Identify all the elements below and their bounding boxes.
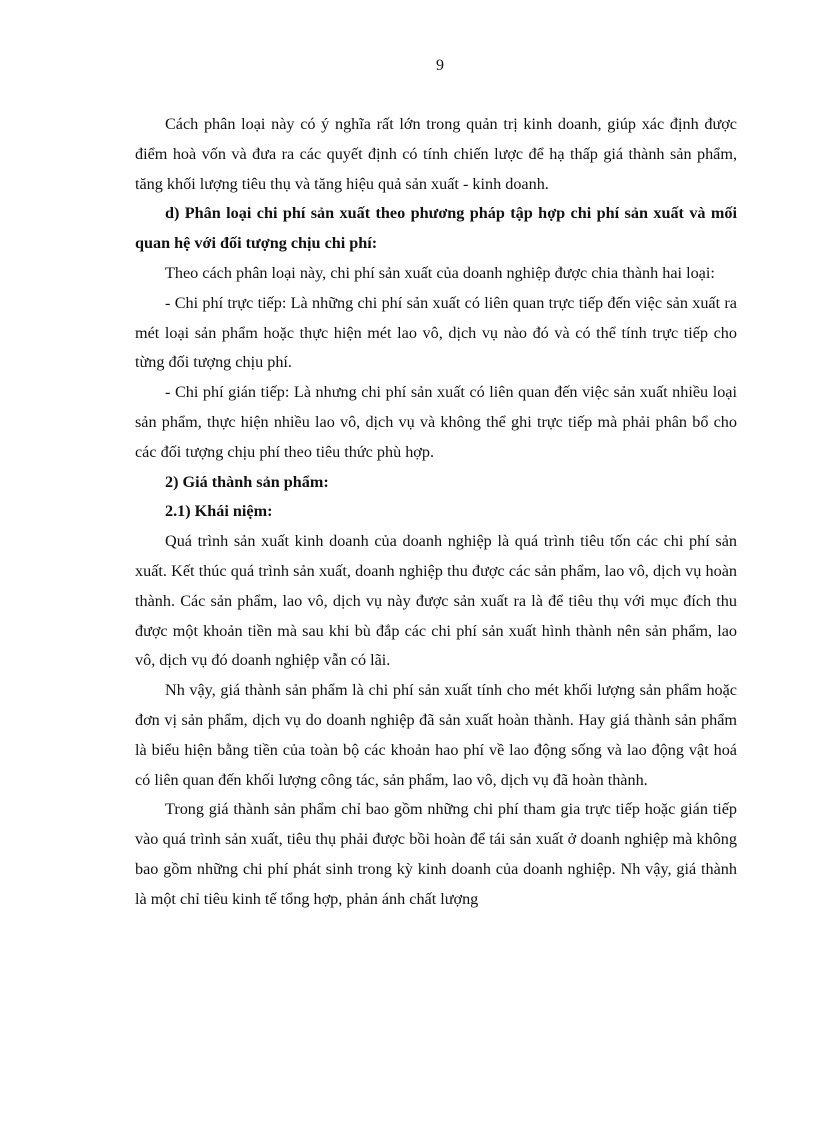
paragraph-breakeven: Cách phân loại này có ý nghĩa rất lớn trong quản trị kinh doanh, giúp xác định được điểm hoà vốn và đưa ra các quyết định có tính chiến lược để hạ thấp giá thành sản phẩm, tăng khối lượng tiêu thụ và tăng hiệu quả sản xuất - kinh doanh.	[135, 115, 737, 193]
page-number: 9	[436, 57, 444, 74]
paragraph-two-types: Theo cách phân loại này, chi phí sản xuất của doanh nghiệp được chia thành hai loại:	[165, 263, 715, 282]
heading-classification-d: d) Phân loại chi phí sản xuất theo phương pháp tập hợp chi phí sản xuất và mối quan hệ với đối tượng chịu chi phí:	[135, 204, 737, 253]
paragraph-indirect-cost: - Chi phí gián tiếp: Là nhưng chi phí sản xuất có liên quan đến việc sản xuất nhiều loại sản phẩm, thực hiện nhiều lao vô, dịch vụ và không thể ghi trực tiếp mà phải phân bổ cho các đối tượng chịu phí theo tiêu thức phù hợp.	[135, 383, 737, 461]
paragraph-cost-definition: Nh vậy, giá thành sản phẩm là chi phí sản xuất tính cho mét khối lượng sản phẩm hoặc đơn vị sản phẩm, dịch vụ do doanh nghiệp đã sản xuất hoàn thành. Hay giá thành sản phẩm là biểu hiện bằng tiền của toàn bộ các khoản hao phí về lao động sống và lao động vật hoá có liên quan đến khối lượng công tác, sản phẩm, lao vô, dịch vụ đã hoàn thành.	[135, 681, 737, 789]
page-body	[135, 110, 737, 915]
paragraph-production-process: Quá trình sản xuất kinh doanh của doanh nghiệp là quá trình tiêu tốn các chi phí sản xuất. Kết thúc quá trình sản xuất, doanh nghiệp thu được các sản phẩm, lao vô, dịch vụ hoàn thành. Các sản phẩm, lao vô, dịch vụ này được sản xuất ra là để tiêu thụ với mục đích thu được một khoản tiền mà sau khi bù đắp các chi phí sản xuất hình thành nên sản phẩm, lao vô, dịch vụ đó doanh nghiệp vẫn có lãi.	[135, 532, 737, 670]
paragraph-cost-components: Trong giá thành sản phẩm chỉ bao gồm những chi phí tham gia trực tiếp hoặc gián tiếp vào quá trình sản xuất, tiêu thụ phải được bồi hoàn để tái sản xuất ở doanh nghiệp mà không bao gồm những chi phí phát sinh trong kỳ kinh doanh của doanh nghiệp. Nh vậy, giá thành là một chỉ tiêu kinh tế tổng hợp, phản ánh chất lượng	[135, 800, 737, 908]
heading-concept: 2.1) Khái niệm:	[165, 502, 273, 521]
heading-product-cost: 2) Giá thành sản phẩm:	[165, 472, 329, 491]
paragraph-direct-cost: - Chi phí trực tiếp: Là những chi phí sản xuất có liên quan trực tiếp đến việc sản xuất ra mét loại sản phẩm hoặc thực hiện mét lao vô, dịch vụ nào đó và có thể tính trực tiếp cho từng đối tượng chịu phí.	[135, 293, 737, 372]
